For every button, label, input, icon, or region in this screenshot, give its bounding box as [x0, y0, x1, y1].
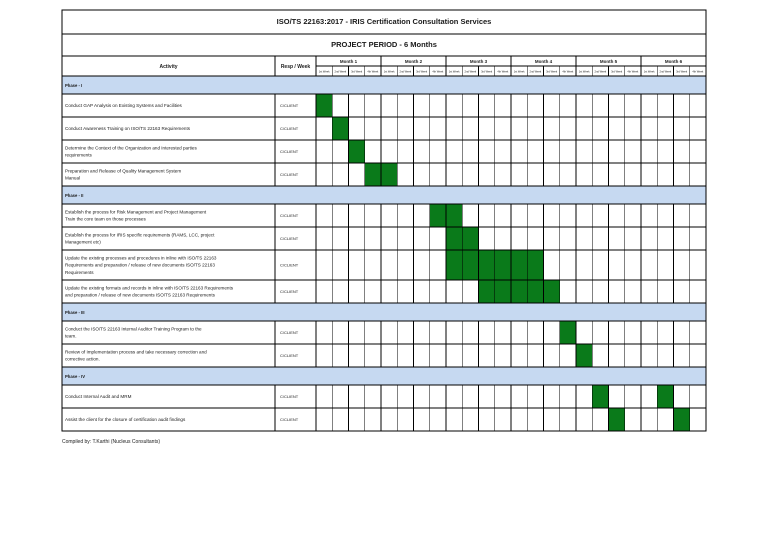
- week-header: 2nd Week: [594, 70, 607, 74]
- month-header: Month 5: [599, 59, 618, 64]
- week-header: 1st Week: [643, 70, 655, 74]
- compiled-by-footer: Compiled by: T.Karthi (Nucleus Consultants): [62, 439, 161, 445]
- responsibility-label: C/CLIENT: [280, 149, 299, 154]
- month-header: Month 1: [339, 59, 358, 64]
- activity-text: corrective action.: [65, 356, 100, 362]
- activity-text: Train the core team on those processes: [65, 216, 146, 222]
- gantt-bar: [592, 385, 608, 408]
- activity-text: Update the existing processes and procedures in inline with ISO/TS 22163: [65, 255, 217, 261]
- gantt-bar: [446, 204, 462, 227]
- week-header: 1st Week: [448, 70, 460, 74]
- week-header: 3rd Week: [676, 70, 688, 74]
- phase-label: Phase - II: [65, 193, 84, 198]
- gantt-bar: [446, 227, 462, 250]
- week-header: 2nd Week: [464, 70, 477, 74]
- week-header: 1st Week: [513, 70, 525, 74]
- responsibility-label: C/CLIENT: [280, 236, 299, 241]
- activity-text: Conduct Awareness Training on ISO/TS 22163 Requirements: [65, 126, 191, 132]
- week-header: 3rd Week: [416, 70, 428, 74]
- responsibility-label: C/CLIENT: [280, 172, 299, 177]
- week-header: 1st Week: [318, 70, 330, 74]
- activity-text: Requirements: [65, 269, 94, 275]
- gantt-bar: [479, 280, 495, 303]
- week-header: 4th Week: [432, 70, 444, 74]
- responsibility-label: C/CLIENT: [280, 394, 299, 399]
- gantt-bar: [527, 250, 543, 280]
- activity-text: Requirements and preparation / release of new documents ISO/TS 22163: [65, 262, 215, 268]
- responsibility-label: C/CLIENT: [280, 126, 299, 131]
- gantt-bar: [544, 280, 560, 303]
- phase-band-merge: [275, 367, 706, 384]
- week-header: 1st Week: [578, 70, 590, 74]
- responsibility-label: C/CLIENT: [280, 417, 299, 422]
- activity-text: Assist the client for the closure of certification audit findings: [65, 417, 186, 423]
- gantt-bar: [511, 250, 527, 280]
- gantt-bar: [657, 385, 673, 408]
- week-header: 2nd Week: [659, 70, 672, 74]
- week-header: 3rd Week: [546, 70, 558, 74]
- gantt-bar: [365, 163, 381, 186]
- activity-text: Update the existing formats and records in inline with ISO/TS 22163 Requirements: [65, 285, 234, 291]
- week-header: 1st Week: [383, 70, 395, 74]
- phase-label: Phase - I: [65, 83, 83, 88]
- activity-text: Conduct GAP Analysis on Existing Systems and Facilities: [65, 103, 182, 109]
- week-header: 4th Week: [497, 70, 509, 74]
- activity-text: Conduct the ISO/TS 22163 Internal Auditor Training Program to the: [65, 326, 202, 332]
- week-header: 4th Week: [627, 70, 639, 74]
- week-header: 3rd Week: [611, 70, 623, 74]
- gantt-bar: [462, 250, 478, 280]
- week-header: 3rd Week: [351, 70, 363, 74]
- resp-week-header: Resp / Week: [280, 64, 311, 70]
- activity-text: Establish the process for Risk Management and Project Management: [65, 209, 207, 215]
- week-header: 4th Week: [367, 70, 379, 74]
- gantt-bar: [381, 163, 397, 186]
- month-header: Month 2: [404, 59, 423, 64]
- project-period: PROJECT PERIOD - 6 Months: [331, 40, 437, 49]
- gantt-bar: [316, 94, 332, 117]
- responsibility-label: C/CLIENT: [280, 289, 299, 294]
- document-title: ISO/TS 22163:2017 - IRIS Certification Consultation Services: [276, 17, 492, 26]
- week-header: 3rd Week: [481, 70, 493, 74]
- activity-text: team.: [65, 333, 77, 339]
- gantt-bar: [479, 250, 495, 280]
- week-header: 4th Week: [692, 70, 704, 74]
- gantt-bar: [674, 408, 690, 431]
- gantt-bar: [332, 117, 348, 140]
- activity-text: Preparation and Release of Quality Management System: [65, 168, 182, 174]
- gantt-bar: [576, 344, 592, 367]
- activity-text: Management etc): [65, 239, 101, 245]
- week-header: 4th Week: [562, 70, 574, 74]
- month-header: Month 6: [664, 59, 683, 64]
- phase-band-merge: [275, 76, 706, 93]
- phase-band-merge: [275, 303, 706, 320]
- activity-text: Manual: [65, 175, 81, 181]
- responsibility-label: C/CLIENT: [280, 353, 299, 358]
- gantt-bar: [495, 280, 511, 303]
- gantt-bar: [495, 250, 511, 280]
- phase-label: Phase - IV: [65, 374, 86, 379]
- gantt-bar: [462, 227, 478, 250]
- gantt-bar: [511, 280, 527, 303]
- activity-text: Determine the Context of the Organization and Interested parties: [65, 145, 197, 151]
- gantt-bar: [349, 140, 365, 163]
- activity-text: requirements: [65, 152, 92, 158]
- activity-text: Review of Implementation process and take necessary correction and: [65, 349, 207, 355]
- week-header: 2nd Week: [399, 70, 412, 74]
- month-header: Month 3: [469, 59, 488, 64]
- phase-band-merge: [275, 186, 706, 203]
- activity-header: Activity: [159, 64, 178, 70]
- activity-text: Establish the process for IRIS specific requirements (RAMS, LCC, project: [65, 232, 215, 238]
- gantt-bar: [446, 250, 462, 280]
- month-header: Month 4: [534, 59, 553, 64]
- responsibility-label: C/CLIENT: [280, 262, 299, 268]
- responsibility-label: C/CLIENT: [280, 330, 299, 335]
- week-header: 2nd Week: [529, 70, 542, 74]
- week-header: 2nd Week: [334, 70, 347, 74]
- gantt-bar: [560, 321, 576, 344]
- activity-text: Conduct Internal Audit and MRM: [65, 394, 132, 400]
- activity-text: and preparation / release of new documents ISO/TS 22163 Requirements: [65, 292, 215, 298]
- gantt-bar: [430, 204, 446, 227]
- responsibility-label: C/CLIENT: [280, 103, 299, 108]
- responsibility-label: C/CLIENT: [280, 213, 299, 218]
- phase-label: Phase - III: [65, 310, 85, 315]
- gantt-bar: [527, 280, 543, 303]
- gantt-bar: [609, 408, 625, 431]
